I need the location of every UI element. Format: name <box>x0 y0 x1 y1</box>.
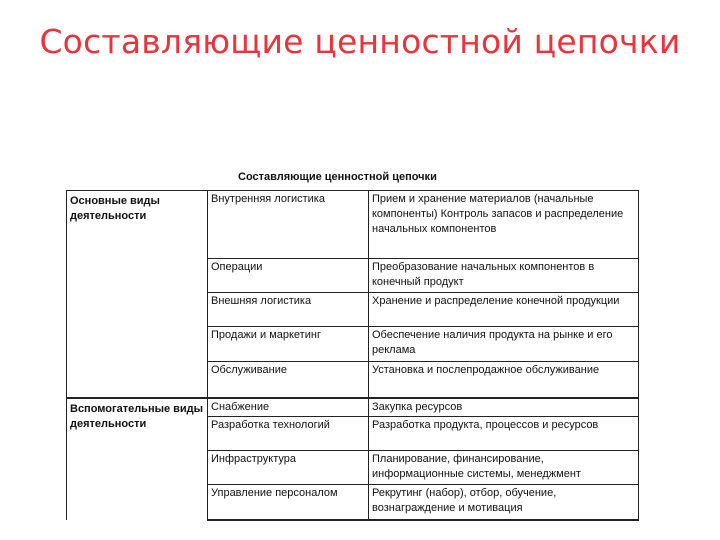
description-cell: Закупка ресурсов <box>369 398 639 417</box>
category-support: Вспомогательные виды деятельности <box>67 398 208 521</box>
slide-title: Составляющие ценностной цепочки <box>39 22 681 61</box>
category-primary: Основные виды деятельности <box>67 191 208 398</box>
description-cell: Хранение и распределение конечной продукции <box>369 293 639 327</box>
value-chain-table <box>66 190 639 521</box>
activity-cell: Операции <box>208 259 369 293</box>
activity-cell: Разработка технологий <box>208 416 369 450</box>
description-cell: Рекрутинг (набор), отбор, обучение, вознаграждение и мотивация <box>369 484 639 520</box>
activity-cell: Снабжение <box>208 398 369 417</box>
activity-cell: Управление персоналом <box>208 484 369 520</box>
description-cell: Планирование, финансирование, информационные системы, менеджмент <box>369 450 639 484</box>
description-cell: Прием и хранение материалов (начальные компоненты) Контроль запасов и распределение начальных компонентов <box>369 191 639 259</box>
activity-cell: Внутренняя логистика <box>208 191 369 259</box>
activity-cell: Продажи и маркетинг <box>208 327 369 362</box>
table-caption: Составляющие ценностной цепочки <box>238 171 437 183</box>
activity-cell: Внешняя логистика <box>208 293 369 327</box>
description-cell: Преобразование начальных компонентов в конечный продукт <box>369 259 639 293</box>
activity-cell: Обслуживание <box>208 362 369 398</box>
activity-cell: Инфраструктура <box>208 450 369 484</box>
description-cell: Разработка продукта, процессов и ресурсов <box>369 416 639 450</box>
description-cell: Установка и послепродажное обслуживание <box>369 362 639 398</box>
description-cell: Обеспечение наличия продукта на рынке и его реклама <box>369 327 639 362</box>
